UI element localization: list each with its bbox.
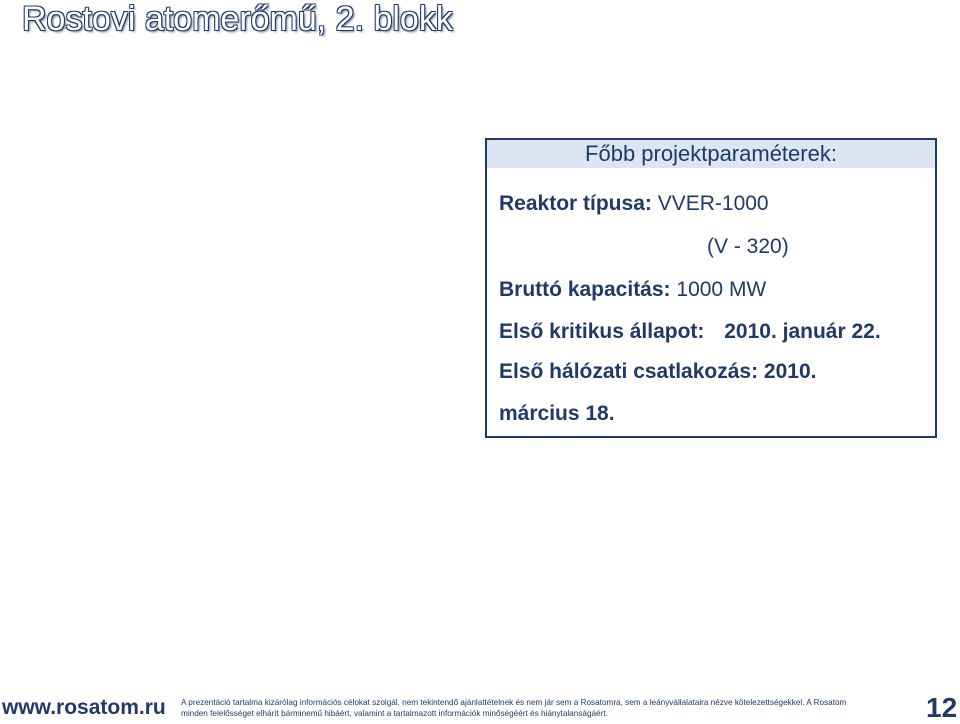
grid-connection-label: Első hálózati csatlakozás: 2010. (499, 360, 817, 383)
capacity-label: Bruttó kapacitás: (499, 278, 671, 301)
disclaimer-line-1: A prezentáció tartalma kizárólag információs célokat szolgál, nem tekintendő ajánlattételnek és nem jár sem a Rosatomra, sem a leányvállalataira nézve kötelezettségekkel. A Rosatom (181, 698, 847, 707)
grid-connection-date-row (499, 402, 615, 426)
reactor-subtype-row (707, 235, 789, 259)
reactor-type-label: Reaktor típusa: (499, 192, 652, 215)
reactor-type-value: VVER-1000 (657, 192, 769, 215)
slide-title: Rostovi atomerőmű, 2. blokk (22, 0, 453, 38)
reactor-type-row (499, 192, 769, 216)
first-critical-row (499, 320, 881, 344)
project-parameters-box (485, 138, 937, 438)
capacity-row (499, 278, 766, 302)
page-number: 12 (926, 692, 958, 723)
grid-connection-value: március 18. (499, 402, 615, 425)
box-header: Főbb projektparaméterek: (487, 140, 935, 168)
reactor-subtype-value: (V - 320) (707, 235, 789, 258)
disclaimer-line-2: minden felelősséget elhárít bárminemű hibáért, valamint a tartalmazott információk minőségéért és hiánytalanságáért. (181, 709, 608, 718)
footer-url: www.rosatom.ru (2, 696, 166, 719)
first-critical-label: Első kritikus állapot: (499, 320, 705, 343)
grid-connection-row (499, 360, 816, 384)
capacity-value: 1000 MW (676, 278, 767, 301)
first-critical-value: 2010. január 22. (724, 320, 881, 343)
footer-disclaimer (181, 697, 901, 719)
